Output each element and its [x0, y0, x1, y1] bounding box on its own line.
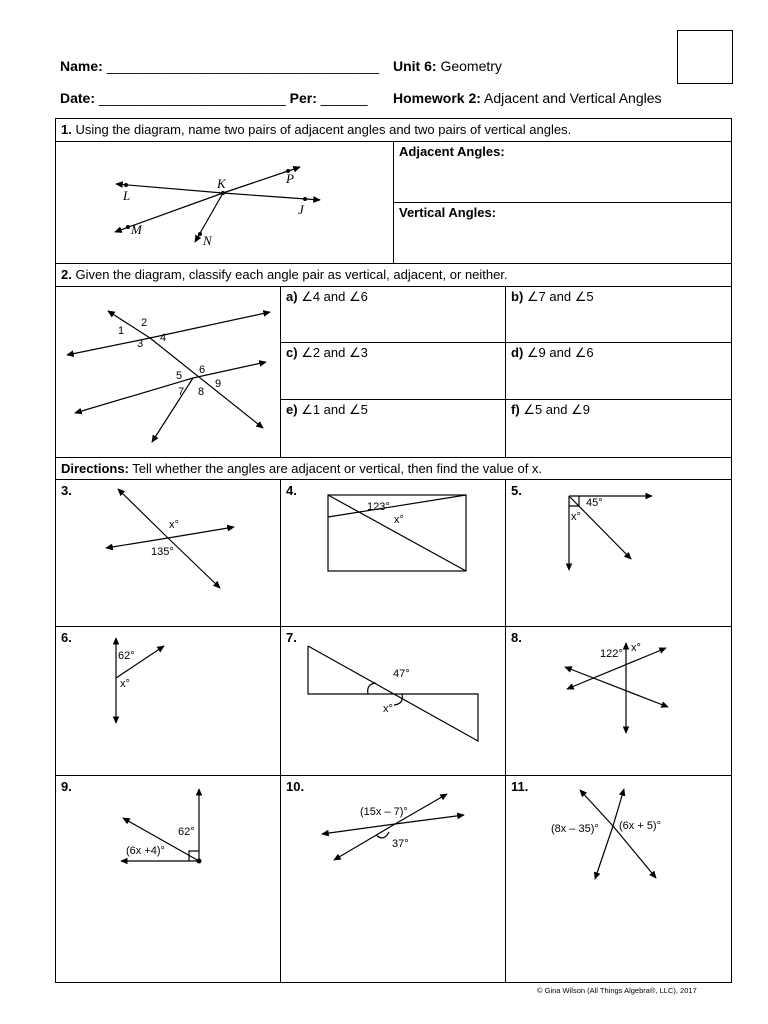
q2-item-a-text: ∠4 and ∠6 — [301, 289, 368, 304]
unit-title: Geometry — [440, 58, 502, 74]
vertical-angles-label: Vertical Angles: — [399, 205, 497, 220]
problem-10-diagram — [322, 794, 464, 860]
problem-10-label-37: 37° — [392, 838, 409, 850]
angle-number-9: 9 — [215, 378, 222, 390]
adjacent-angles-cell[interactable] — [399, 144, 505, 159]
q2-prompt: Given the diagram, classify each angle pair as vertical, adjacent, or neither. — [75, 267, 508, 282]
point-label-l: L — [123, 188, 131, 203]
q1-number: 1. — [61, 122, 72, 137]
date-label: Date: — [60, 90, 96, 106]
q2-item-c-letter: c) — [286, 345, 298, 360]
point-label-n: N — [203, 233, 212, 248]
q2-item-e-text: ∠1 and ∠5 — [301, 402, 368, 417]
problem-6-label-62: 62° — [118, 650, 135, 662]
problem-4-diagram — [328, 495, 466, 571]
adjacent-angles-label: Adjacent Angles: — [399, 144, 505, 159]
q2-item-e-letter: e) — [286, 402, 298, 417]
point-label-p: P — [286, 171, 294, 186]
q2-item-c[interactable] — [286, 345, 368, 361]
problem-7-diagram — [308, 646, 478, 741]
q2-item-e[interactable] — [286, 402, 368, 418]
q2-diagram — [67, 311, 270, 442]
homework-label: Homework 2: — [393, 90, 481, 106]
q2-item-d-text: ∠9 and ∠6 — [526, 345, 594, 360]
q2-number: 2. — [61, 267, 72, 282]
copyright-footer: © Gina Wilson (All Things Algebra®, LLC), 2017 — [537, 986, 697, 995]
q2-item-d-letter: d) — [511, 345, 524, 360]
q1-prompt: Using the diagram, name two pairs of adjacent angles and two pairs of vertical angles. — [75, 122, 572, 137]
q2-item-f[interactable] — [511, 402, 590, 418]
q2-item-b-letter: b) — [511, 289, 524, 304]
vertical-angles-cell[interactable] — [399, 205, 496, 220]
date-line: ________________________ — [98, 90, 286, 106]
problem-11-label-6x5: (6x + 5)° — [619, 820, 661, 832]
problem-11-number: 11. — [511, 779, 529, 794]
homework-title: Adjacent and Vertical Angles — [484, 90, 662, 106]
problem-4-label-x: x° — [394, 514, 404, 526]
problem-3-number: 3. — [61, 483, 72, 498]
problem-7-number: 7. — [286, 630, 297, 645]
directions-text: Tell whether the angles are adjacent or vertical, then find the value of x. — [132, 461, 543, 476]
problem-3-diagram — [106, 489, 234, 588]
directions-row — [61, 461, 542, 476]
problem-5-label-x: x° — [571, 511, 581, 523]
problem-8-number: 8. — [511, 630, 522, 645]
problem-10-number: 10. — [286, 779, 305, 794]
q1-prompt-row — [61, 122, 571, 137]
problem-6-label-x: x° — [120, 678, 130, 690]
angle-number-5: 5 — [176, 370, 183, 382]
problem-9-number: 9. — [61, 779, 72, 794]
q2-item-f-text: ∠5 and ∠9 — [523, 402, 590, 417]
unit-label: Unit 6: — [393, 58, 437, 74]
angle-number-6: 6 — [199, 364, 206, 376]
problem-3-label-x: x° — [169, 519, 179, 531]
point-label-m: M — [131, 222, 142, 237]
q2-item-a-letter: a) — [286, 289, 298, 304]
problem-10-label-15x7: (15x – 7)° — [360, 806, 408, 818]
problem-6-number: 6. — [61, 630, 72, 645]
problem-9-label-6x4: (6x +4)° — [126, 845, 165, 857]
point-label-k: K — [217, 176, 226, 191]
angle-number-4: 4 — [160, 332, 167, 344]
per-line: ______ — [320, 90, 368, 106]
problem-8-label-122: 122° — [600, 648, 623, 660]
problem-5-number: 5. — [511, 483, 522, 498]
q2-prompt-row — [61, 267, 508, 282]
problem-7-label-x: x° — [383, 703, 393, 715]
problem-8-label-x: x° — [631, 642, 641, 654]
q2-item-b[interactable] — [511, 289, 594, 305]
q2-item-a[interactable] — [286, 289, 368, 305]
q2-item-f-letter: f) — [511, 402, 520, 417]
directions-label: Directions: — [61, 461, 129, 476]
angle-number-7: 7 — [178, 386, 185, 398]
angle-number-1: 1 — [118, 325, 125, 337]
q2-item-d[interactable] — [511, 345, 594, 361]
problem-4-number: 4. — [286, 483, 297, 498]
per-label: Per: — [289, 90, 317, 106]
name-line: ___________________________________ — [106, 58, 380, 74]
name-label: Name: — [60, 58, 103, 74]
angle-number-2: 2 — [141, 317, 148, 329]
problem-11-label-8x35: (8x – 35)° — [551, 823, 599, 835]
q2-item-c-text: ∠2 and ∠3 — [301, 345, 368, 360]
point-label-j: J — [298, 202, 304, 217]
problem-4-label-123: 123° — [367, 501, 390, 513]
angle-number-3: 3 — [137, 338, 144, 350]
problem-5-diagram — [569, 496, 652, 570]
problem-7-label-47: 47° — [393, 668, 410, 680]
angle-number-8: 8 — [198, 386, 205, 398]
problem-3-label-135: 135° — [151, 546, 174, 558]
problem-9-label-62: 62° — [178, 826, 195, 838]
q2-item-b-text: ∠7 and ∠5 — [526, 289, 594, 304]
problem-5-label-45: 45° — [586, 497, 603, 509]
